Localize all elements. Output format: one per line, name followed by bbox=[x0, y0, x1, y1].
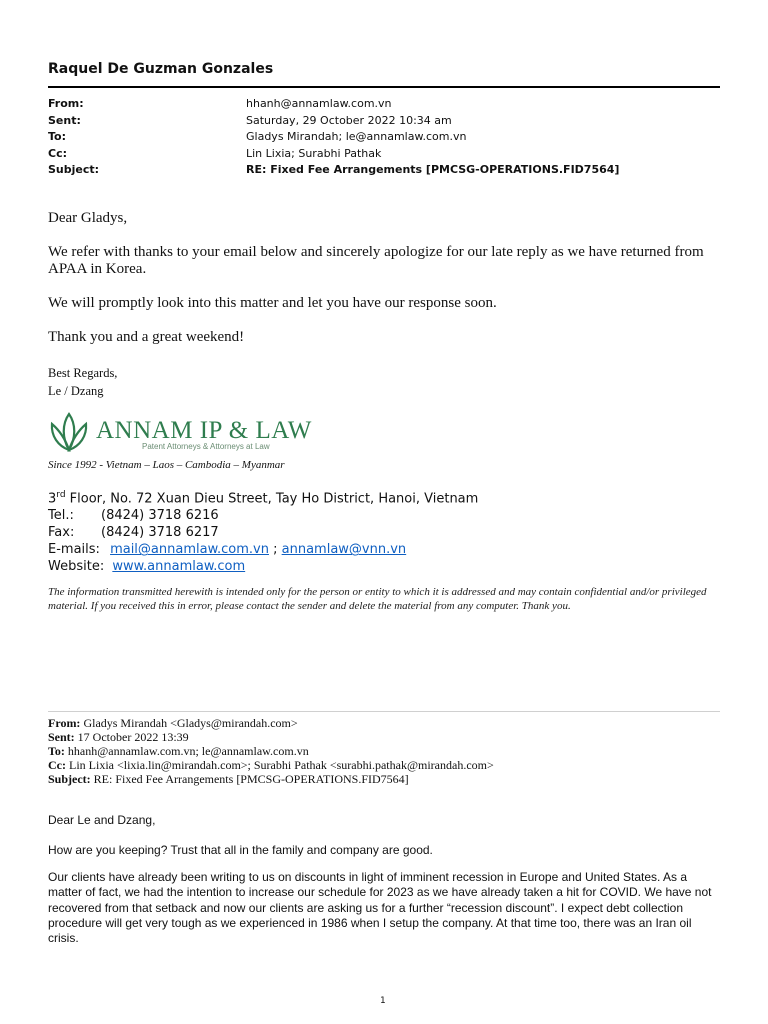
fwd-sent-label: Sent: bbox=[48, 730, 75, 744]
confidentiality-disclaimer: The information transmitted herewith is intended only for the person or entity to which it is addressed and may contain confidential and/or privileged material. If you received this in error, please contact the sender and delete the material from any computer. Thank you. bbox=[48, 586, 707, 612]
from-label: From: bbox=[48, 97, 84, 110]
fwd-subject-label: Subject: bbox=[48, 772, 91, 786]
company-contact-block bbox=[48, 487, 478, 575]
fwd-from-row bbox=[48, 716, 494, 730]
sent-label: Sent: bbox=[48, 113, 81, 127]
fwd-paragraph-1: How are you keeping? Trust that all in the family and company are good. bbox=[48, 843, 433, 857]
fwd-sent-value: 17 October 2022 13:39 bbox=[74, 730, 189, 744]
reply-paragraph-2: We will promptly look into this matter and let you have our response soon. bbox=[48, 295, 497, 311]
fwd-sent-row bbox=[48, 730, 494, 744]
company-logo bbox=[48, 410, 312, 459]
reply-paragraph-3: Thank you and a great weekend! bbox=[48, 329, 245, 345]
sent-value: Saturday, 29 October 2022 10:34 am bbox=[246, 113, 452, 127]
signer-name: Le / Dzang bbox=[48, 384, 104, 398]
header-subject-row bbox=[48, 162, 619, 179]
forwarded-divider bbox=[48, 711, 720, 712]
forwarded-header bbox=[48, 716, 494, 786]
document-owner-name: Raquel De Guzman Gonzales bbox=[48, 61, 274, 77]
email-separator: ; bbox=[268, 542, 282, 558]
address-floor-suffix: rd bbox=[56, 490, 66, 500]
cc-value: Lin Lixia; Surabhi Pathak bbox=[246, 146, 382, 160]
header-divider bbox=[48, 86, 720, 88]
fwd-subject-value: RE: Fixed Fee Arrangements [PMCSG-OPERATIONS.FID7564] bbox=[90, 772, 409, 786]
fax-row bbox=[48, 524, 478, 541]
reply-greeting: Dear Gladys, bbox=[48, 210, 128, 226]
to-value: Gladys Mirandah; le@annamlaw.com.vn bbox=[246, 130, 467, 143]
fwd-to-label: To: bbox=[48, 744, 65, 758]
to-label: To: bbox=[48, 130, 66, 143]
logo-tagline: Patent Attorneys & Attorneys at Law bbox=[142, 442, 270, 451]
emails-label: E-mails: bbox=[48, 542, 100, 558]
address-floor: 3 bbox=[48, 491, 57, 507]
fwd-paragraph-2: Our clients have already been writing to us on discounts in light of imminent recession in Europe and United States. As a matter of fact, we had the intention to increase our schedule for 2023 as we have already taken a hit for COVID. We have not recovered from that setback and now our clients are asking us for a further “recession discount”. I expect debt collection procedure will get very tough as we experienced in 1986 when I setup the company. At that time too, there was an Iran oil crisis. bbox=[48, 870, 712, 946]
tel-row bbox=[48, 507, 478, 524]
website-row bbox=[48, 558, 478, 575]
header-to-row bbox=[48, 129, 619, 146]
subject-label: Subject: bbox=[48, 163, 100, 176]
header-cc-row bbox=[48, 146, 619, 163]
reply-paragraph-1: We refer with thanks to your email below and sincerely apologize for our late reply as we have returned from APAA in Korea. bbox=[48, 244, 704, 277]
email-link-mail[interactable]: mail@annamlaw.com.vn bbox=[110, 542, 269, 558]
email-link-annamlaw[interactable]: annamlaw@vnn.vn bbox=[281, 542, 407, 558]
company-since-line: Since 1992 - Vietnam – Laos – Cambodia – Myanmar bbox=[48, 459, 285, 471]
address-line bbox=[48, 487, 478, 507]
email-header bbox=[48, 96, 619, 179]
cc-label: Cc: bbox=[48, 146, 67, 160]
fwd-to-row bbox=[48, 744, 494, 758]
fwd-cc-label: Cc: bbox=[48, 758, 66, 772]
logo-name: ANNAM IP & LAW bbox=[96, 417, 312, 444]
fwd-greeting: Dear Le and Dzang, bbox=[48, 813, 156, 827]
fax-label: Fax: bbox=[48, 525, 75, 541]
fwd-cc-row bbox=[48, 758, 494, 772]
tel-value: (8424) 3718 6216 bbox=[101, 508, 219, 524]
website-label: Website: bbox=[48, 559, 105, 575]
fwd-subject-row bbox=[48, 772, 494, 786]
website-link[interactable]: www.annamlaw.com bbox=[112, 559, 246, 575]
tel-label: Tel.: bbox=[48, 508, 74, 524]
page-number: 1 bbox=[380, 996, 386, 1006]
fwd-to-value: hhanh@annamlaw.com.vn; le@annamlaw.com.vn bbox=[64, 744, 309, 758]
fax-value: (8424) 3718 6217 bbox=[101, 525, 219, 541]
lotus-logo-icon bbox=[48, 410, 90, 459]
fwd-cc-value: Lin Lixia <lixia.lin@mirandah.com>; Surabhi Pathak <surabhi.pathak@mirandah.com> bbox=[66, 758, 494, 772]
reply-signoff bbox=[48, 364, 117, 400]
emails-row bbox=[48, 541, 478, 558]
header-from-row bbox=[48, 96, 619, 113]
subject-value: RE: Fixed Fee Arrangements [PMCSG-OPERATIONS.FID7564] bbox=[246, 163, 620, 176]
from-value: hhanh@annamlaw.com.vn bbox=[246, 97, 392, 110]
fwd-from-value: Gladys Mirandah <Gladys@mirandah.com> bbox=[80, 716, 298, 730]
closing-text: Best Regards, bbox=[48, 366, 118, 380]
fwd-from-label: From: bbox=[48, 716, 81, 730]
address-rest: Floor, No. 72 Xuan Dieu Street, Tay Ho District, Hanoi, Vietnam bbox=[65, 491, 479, 507]
header-sent-row bbox=[48, 113, 619, 130]
